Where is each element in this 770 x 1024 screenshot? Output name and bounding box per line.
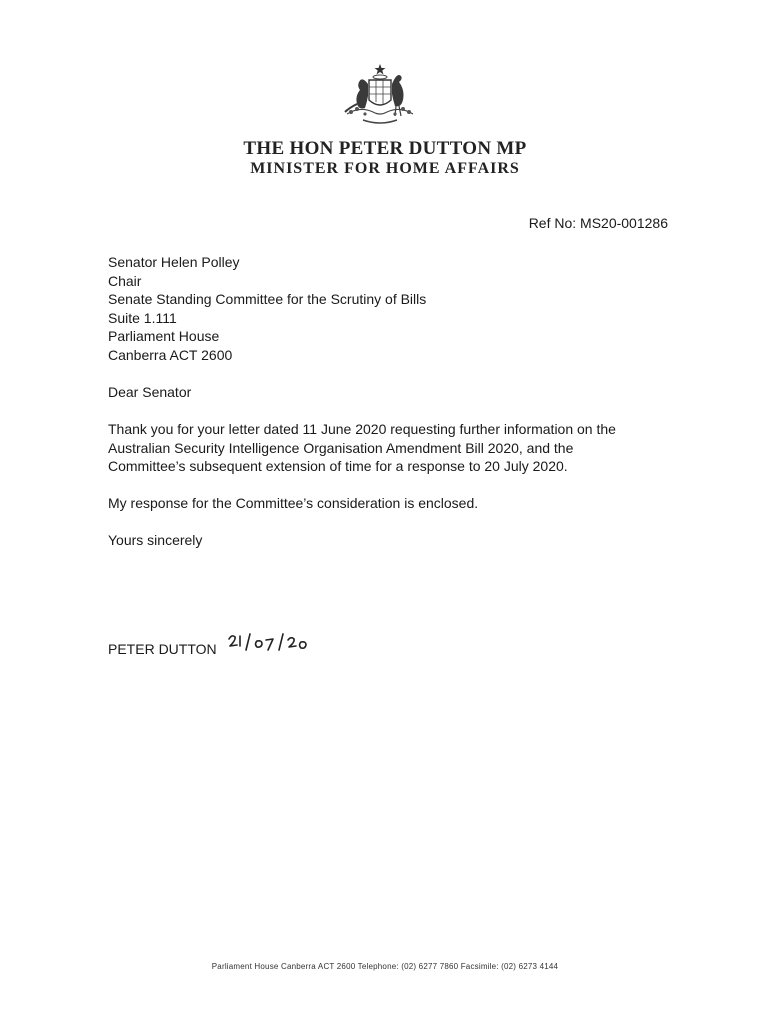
body-line: Committee’s subsequent extension of time for a response to 20 July 2020.	[108, 458, 568, 475]
recipient-building: Parliament House	[108, 328, 220, 345]
recipient-suite: Suite 1.111	[108, 309, 177, 326]
recipient-city: Canberra ACT 2600	[108, 346, 233, 363]
recipient-name: Senator Helen Polley	[108, 254, 240, 270]
salutation: Dear Senator	[108, 384, 192, 400]
coat-of-arms-icon	[335, 62, 425, 128]
recipient-address	[108, 253, 426, 365]
body-line: Thank you for your letter dated 11 June 2020 requesting further information on the	[108, 421, 616, 437]
reference-number: Ref No: MS20-001286	[528, 215, 668, 231]
body-line: Australian Security Intelligence Organisation Amendment Bill 2020, and the	[108, 439, 574, 456]
minister-name: THE HON PETER DUTTON MP	[243, 138, 527, 159]
footer-contact: Parliament House Canberra ACT 2600 Telephone: (02) 6277 7860 Facsimile: (02) 6273 4144	[211, 962, 559, 971]
recipient-role: Chair	[108, 272, 142, 289]
minister-title: MINISTER FOR HOME AFFAIRS	[250, 160, 520, 177]
body-paragraph-2: My response for the Committee’s consideration is enclosed.	[108, 495, 479, 511]
recipient-committee: Senate Standing Committee for the Scrutiny of Bills	[108, 291, 427, 308]
body-paragraph-1	[108, 420, 616, 476]
handwritten-date	[226, 630, 336, 658]
closing: Yours sincerely	[108, 532, 203, 548]
signatory-name: PETER DUTTON	[108, 641, 217, 657]
